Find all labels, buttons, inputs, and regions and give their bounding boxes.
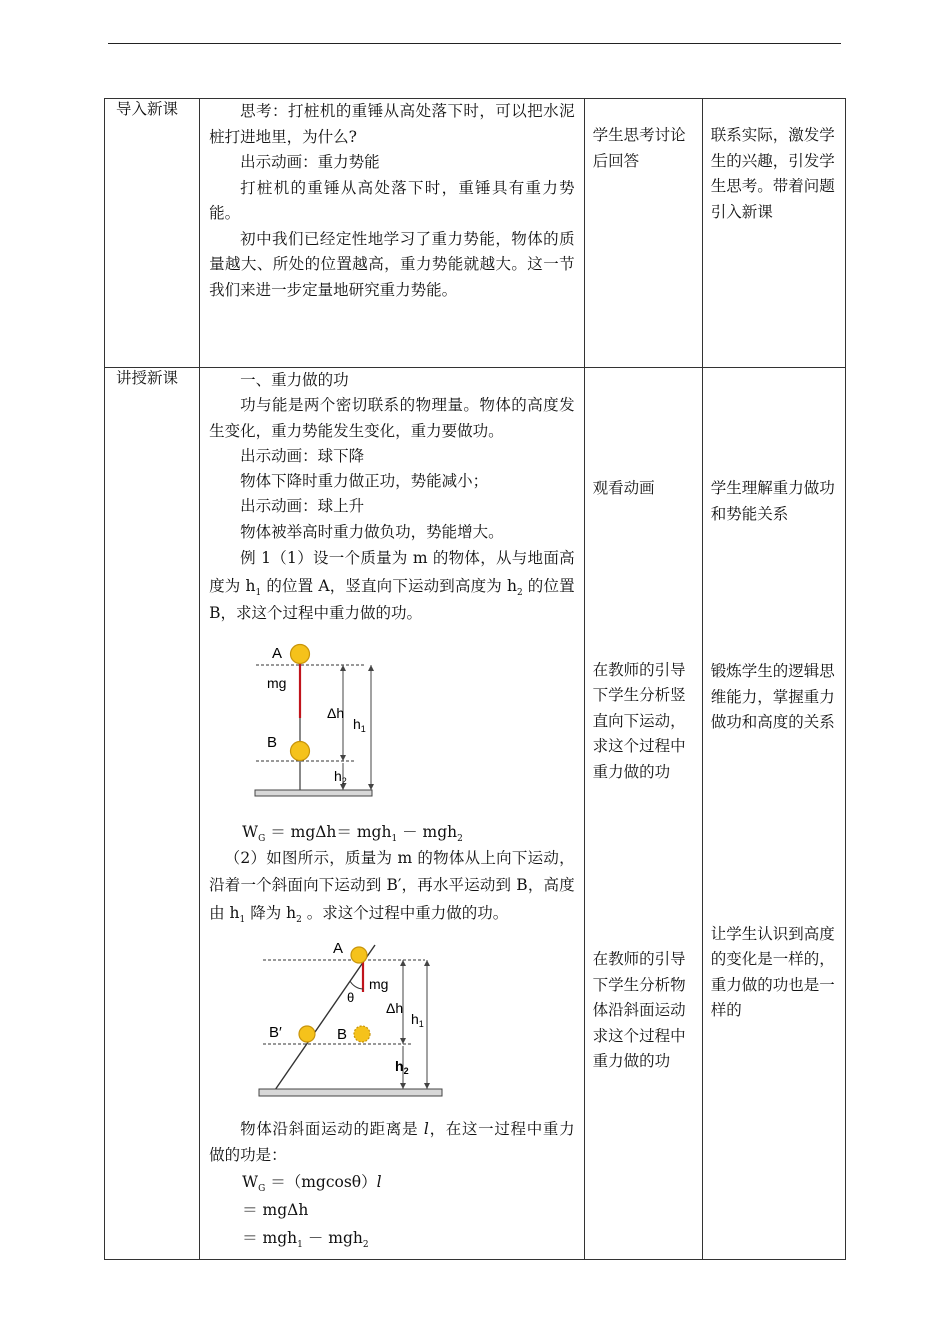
content-cell [200,368,585,1260]
label-b: B [267,733,278,751]
section-heading: 一、重力做的功 [240,371,349,389]
formula-2-line-1: $W_G =(mgcos\theta)l$ [242,1172,382,1195]
paragraph: 物体被举高时重力做负功，势能增大。 [240,522,504,541]
label-a: A [333,940,344,958]
label-dh: Δh [327,704,345,721]
purpose-cell [702,99,845,368]
student-activity-cell [584,368,702,1260]
ball-a [291,644,310,663]
paragraph: 思考：打桩机的重锤从高处落下时，可以把水泥桩打进地里，为什么? [209,102,575,146]
ball-b-prime [299,1026,315,1042]
student-activity: 在教师的引导下学生分析竖直向下运动，求这个过程中重力做的功 [592,660,686,781]
label-b-prime: B′ [269,1024,282,1042]
example-2: （2）如图所示，质量为 m 的物体从上向下运动，沿着一个斜面向下运动到 B′，再水平运动到 B，高度由 $h_1$ 降为 $h_2$ 。求这个过程中重力做的功。 [209,848,575,925]
label-h2: $h_2$ [334,767,347,786]
paragraph: 物体下降时重力做正功，势能减小； [240,472,489,491]
label-h2: $h_2$ [395,1058,409,1077]
label-h1: $h_1$ [411,1011,424,1030]
lesson-plan-table [104,98,846,1260]
paragraph: 物体沿斜面运动的距离是 l，在这一过程中重力做的功是： [209,1120,575,1164]
label-a: A [272,644,283,662]
paragraph: 初中我们已经定性地学习了重力势能，物体的质量越大、所处的位置越高，重力势能就越大。这一节我们来进一步定量地研究重力势能。 [209,229,575,299]
student-activity: 学生思考讨论后回答 [592,126,686,170]
teaching-purpose: 学生理解重力做功和势能关系 [710,479,835,523]
table-row [105,99,846,368]
paragraph: 打桩机的重锤从高处落下时，重锤具有重力势能。 [209,178,575,222]
student-activity: 在教师的引导下学生分析物体沿斜面运动求这个过程中重力做的功 [592,950,686,1070]
label-h1: $h_1$ [353,715,366,734]
formula-2-line-3: ＝ mgh$_1$ － mgh$_2$ [242,1228,369,1251]
label-theta: θ [347,990,355,1006]
stage-label: 导入新课 [105,99,200,368]
incline-figure [245,939,575,1111]
label-dh: Δh [386,1000,404,1017]
label-mg: mg [369,976,389,993]
formula-1: $W_G = mg\Delta h= mgh_1 - mgh_2$ [242,822,463,844]
student-activity: 观看动画 [592,479,655,497]
label-mg: mg [267,674,287,691]
paragraph: 功与能是两个密切联系的物理量。物体的高度发生变化，重力势能发生变化，重力要做功。 [209,396,575,440]
label-b: B [337,1026,348,1044]
header-rule [108,43,841,44]
formula-2-line-2: ＝ mgΔh [242,1200,309,1219]
teaching-purpose: 让学生认识到高度的变化是一样的，重力做的功也是一样的 [710,924,835,1019]
teaching-purpose: 联系实际，激发学生的兴趣，引发学生思考。带着问题引入新课 [710,126,835,221]
content-cell [200,99,585,368]
paragraph: 出示动画：重力势能 [240,153,380,171]
teaching-purpose: 锻炼学生的逻辑思维能力，掌握重力做功和高度的关系 [710,662,835,731]
purpose-cell [702,368,845,1260]
example-1: 例 1（1）设一个质量为 m 的物体，从与地面高度为 $h_1$ 的位置 A，竖直向下运动到高度为 $h_2$ 的位置 B，求这个过程中重力做的功。 [209,549,575,623]
ball-b [354,1026,370,1042]
paragraph: 出示动画：球上升 [240,497,365,516]
table-row [105,368,846,1260]
paragraph: 出示动画：球下降 [240,446,365,465]
stage-label: 讲授新课 [105,368,200,1260]
ball-a [351,947,367,963]
vertical-drop-figure [242,634,575,816]
ball-b [291,741,310,760]
student-activity-cell [584,99,702,368]
